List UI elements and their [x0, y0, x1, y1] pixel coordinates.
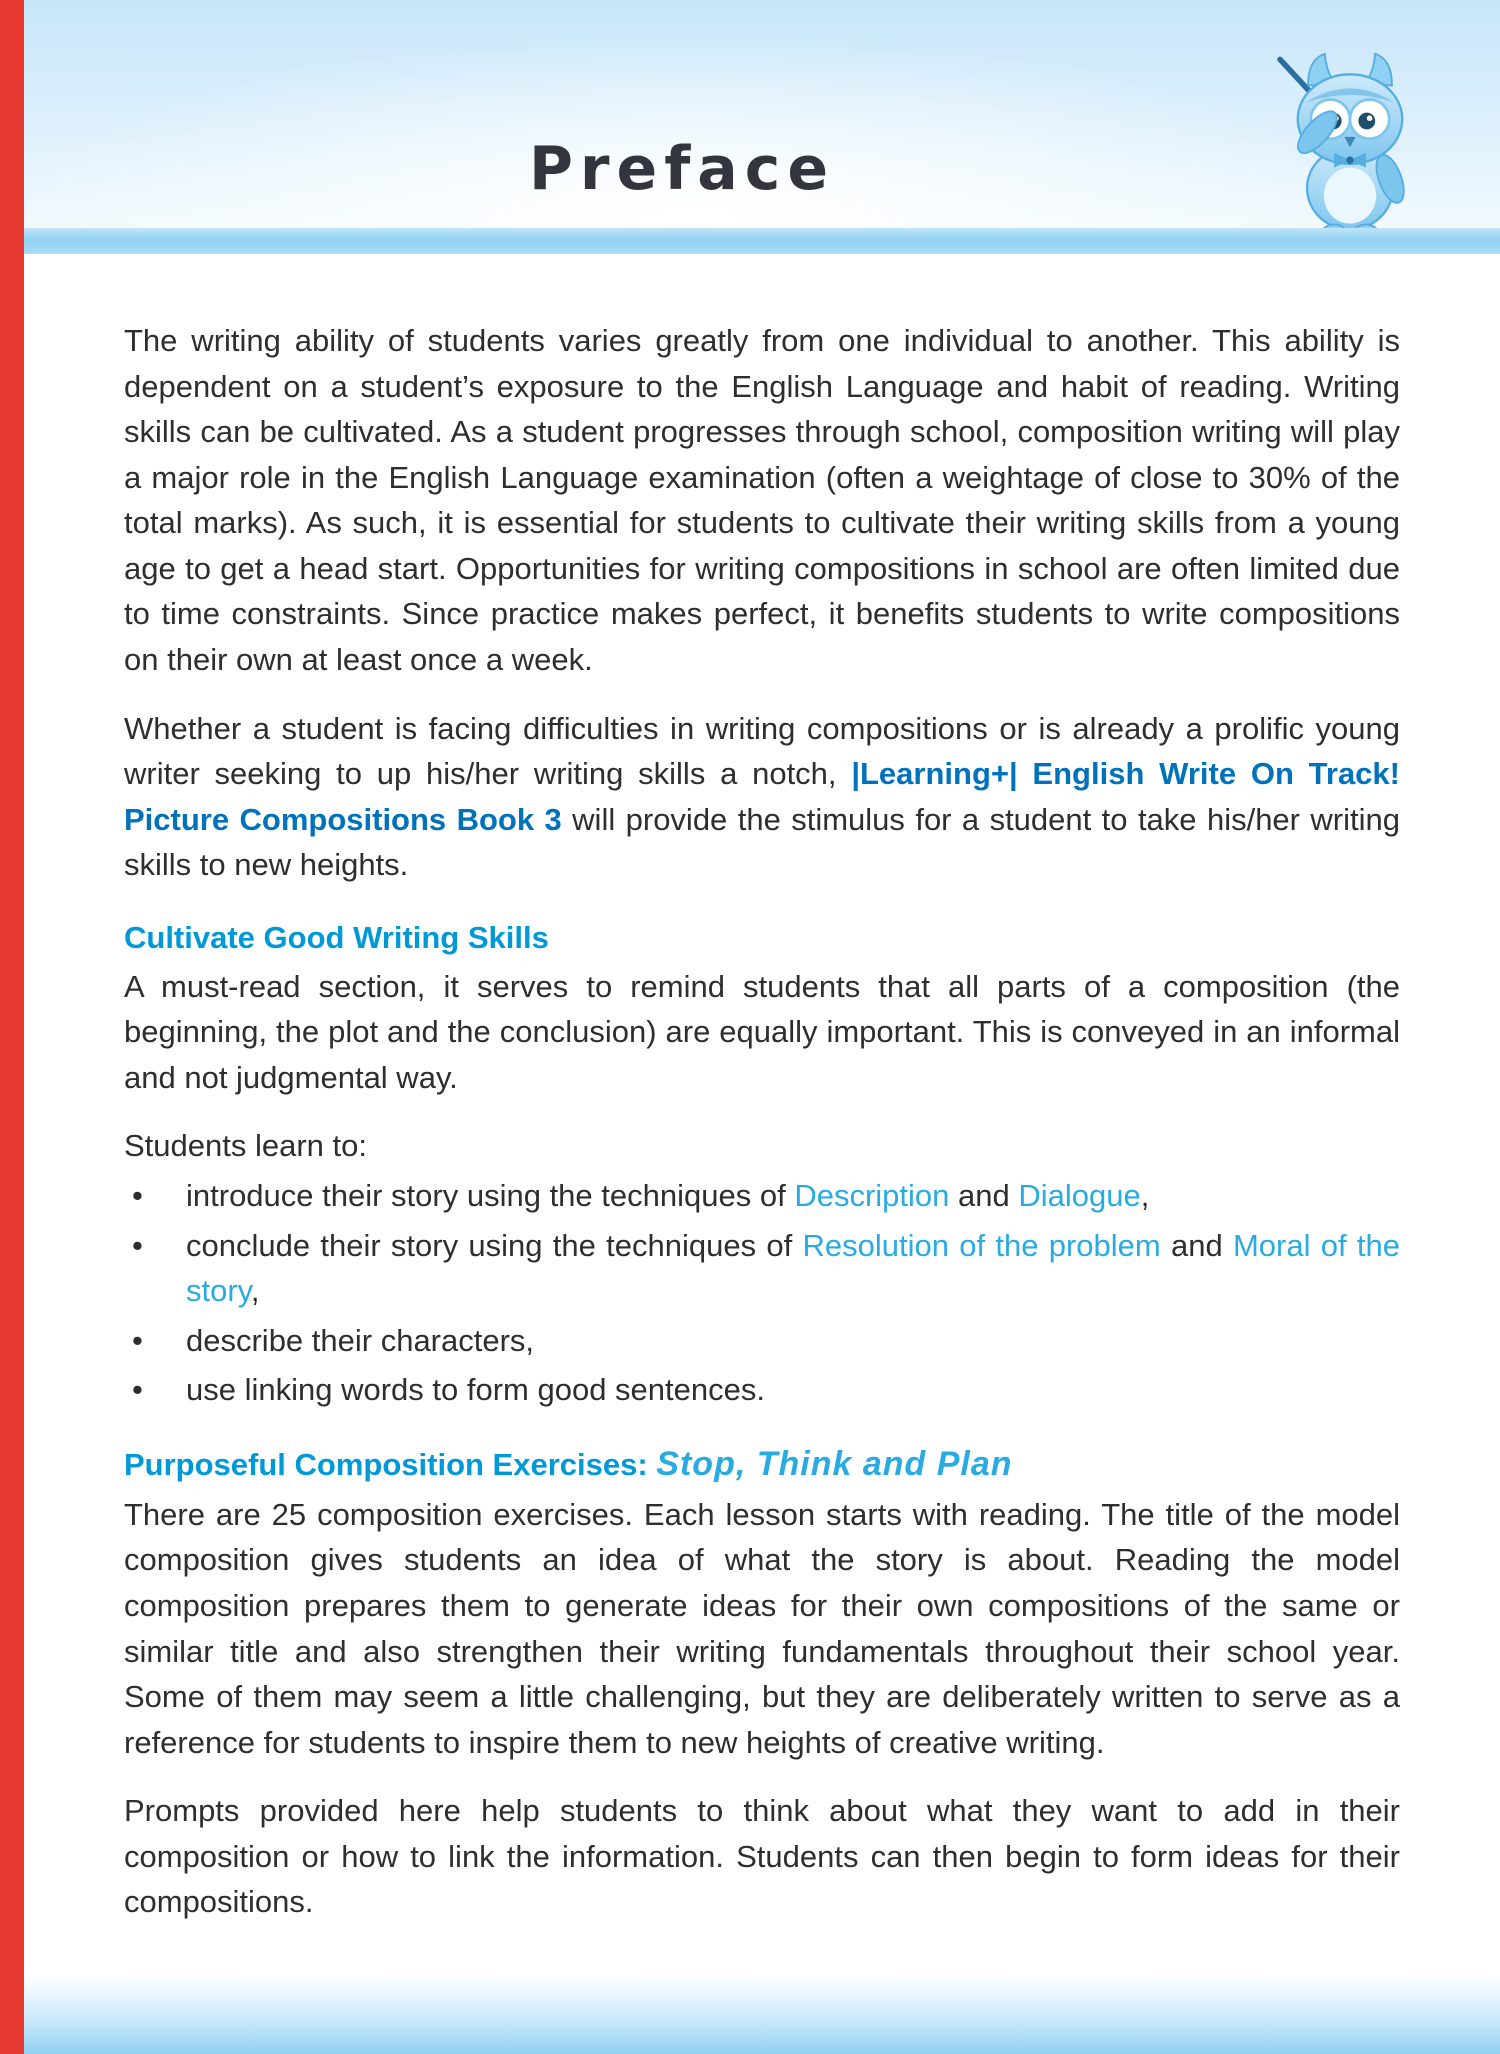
text-segment: use linking words to form good sentences. [186, 1372, 765, 1408]
text-segment: , [250, 1273, 260, 1309]
section1-paragraph [124, 964, 1400, 1101]
text-segment: There are 25 composition exercises. Each lesson starts with reading. The title of the model composition gives students an idea of what the story is about. Reading the model composition prepares them to generate ideas for their own compositions of the same or similar title and also strengthen their writing fundamentals throughout their school year. Some of them may seem a little challenging, but they are deliberately written to serve as a reference for students to inspire them to new heights of creative writing. [124, 1496, 1400, 1760]
text-segment: and [949, 1178, 1019, 1213]
list-item [124, 1223, 1400, 1314]
text-segment: Resolution of the problem [802, 1227, 1161, 1263]
list-item [124, 1173, 1400, 1219]
text-segment: describe their characters, [186, 1322, 535, 1358]
section-heading-exercises [124, 1445, 1400, 1484]
text-segment: Prompts provided here help students to think about what they want to add in their composition or how to link the information. Students can then begin to form ideas for their compositions. [124, 1793, 1400, 1920]
left-accent-strip [0, 0, 24, 2054]
bullet-list-lead: Students learn to: [124, 1128, 367, 1164]
text-segment: and [1160, 1227, 1233, 1263]
section2-paragraph-2 [124, 1788, 1400, 1925]
text-segment: introduce their story using the techniques of [186, 1178, 795, 1213]
skills-bullet-list [124, 1173, 1400, 1413]
text-segment: Moral of the story [186, 1227, 1400, 1309]
section-heading-cultivate: Cultivate Good Writing Skills [124, 919, 549, 955]
text-segment: |Learning+| English Write On Track! Picture Compositions Book 3 [124, 756, 1400, 837]
list-item [124, 1367, 1400, 1413]
text-segment: will provide the stimulus for a student to take his/her writing skills to new heights. [124, 801, 1400, 883]
intro-paragraph-2 [124, 706, 1400, 888]
section-heading-main: Purposeful Composition Exercises: [124, 1446, 657, 1482]
header-divider-band [24, 228, 1500, 254]
text-segment: Description [794, 1178, 950, 1213]
page-title: Preface [528, 134, 836, 204]
preface-body [24, 254, 1500, 1974]
text-segment: Whether a student is facing difficulties in writing compositions or is already a prolific young writer seeking to up his/her writing skills a notch, [124, 710, 1400, 792]
text-segment: , [1140, 1178, 1150, 1213]
section-heading-script: Stop, Think and Plan [656, 1444, 1013, 1483]
page-header [24, 0, 1500, 228]
list-item [124, 1318, 1400, 1364]
text-segment: A must-read section, it serves to remind students that all parts of a composition (the beginning, the plot and the conclusion) are equally important. This is conveyed in an informal and not judgmental way. [124, 968, 1400, 1095]
text-segment: The writing ability of students varies greatly from one individual to another. This ability is dependent on a student’s exposure to the English Language and habit of reading. Writing skills can be cultivated. As a student progresses through school, composition writing will play a major role in the English Language examination (often a weightage of close to 30% of the total marks). As such, it is essential for students to cultivate their writing skills from a young age to get a head start. Opportunities for writing compositions in school are often limited due to time constraints. Since practice makes perfect, it benefits students to write compositions on their own at least once a week. [124, 323, 1400, 677]
footer-gradient-band [24, 1976, 1500, 2054]
text-segment: conclude their story using the techniques of [186, 1227, 803, 1263]
text-segment: Dialogue [1018, 1178, 1141, 1213]
section2-paragraph-1 [124, 1492, 1400, 1765]
owl-mascot-icon [1252, 46, 1448, 252]
intro-paragraph-1 [124, 318, 1400, 683]
